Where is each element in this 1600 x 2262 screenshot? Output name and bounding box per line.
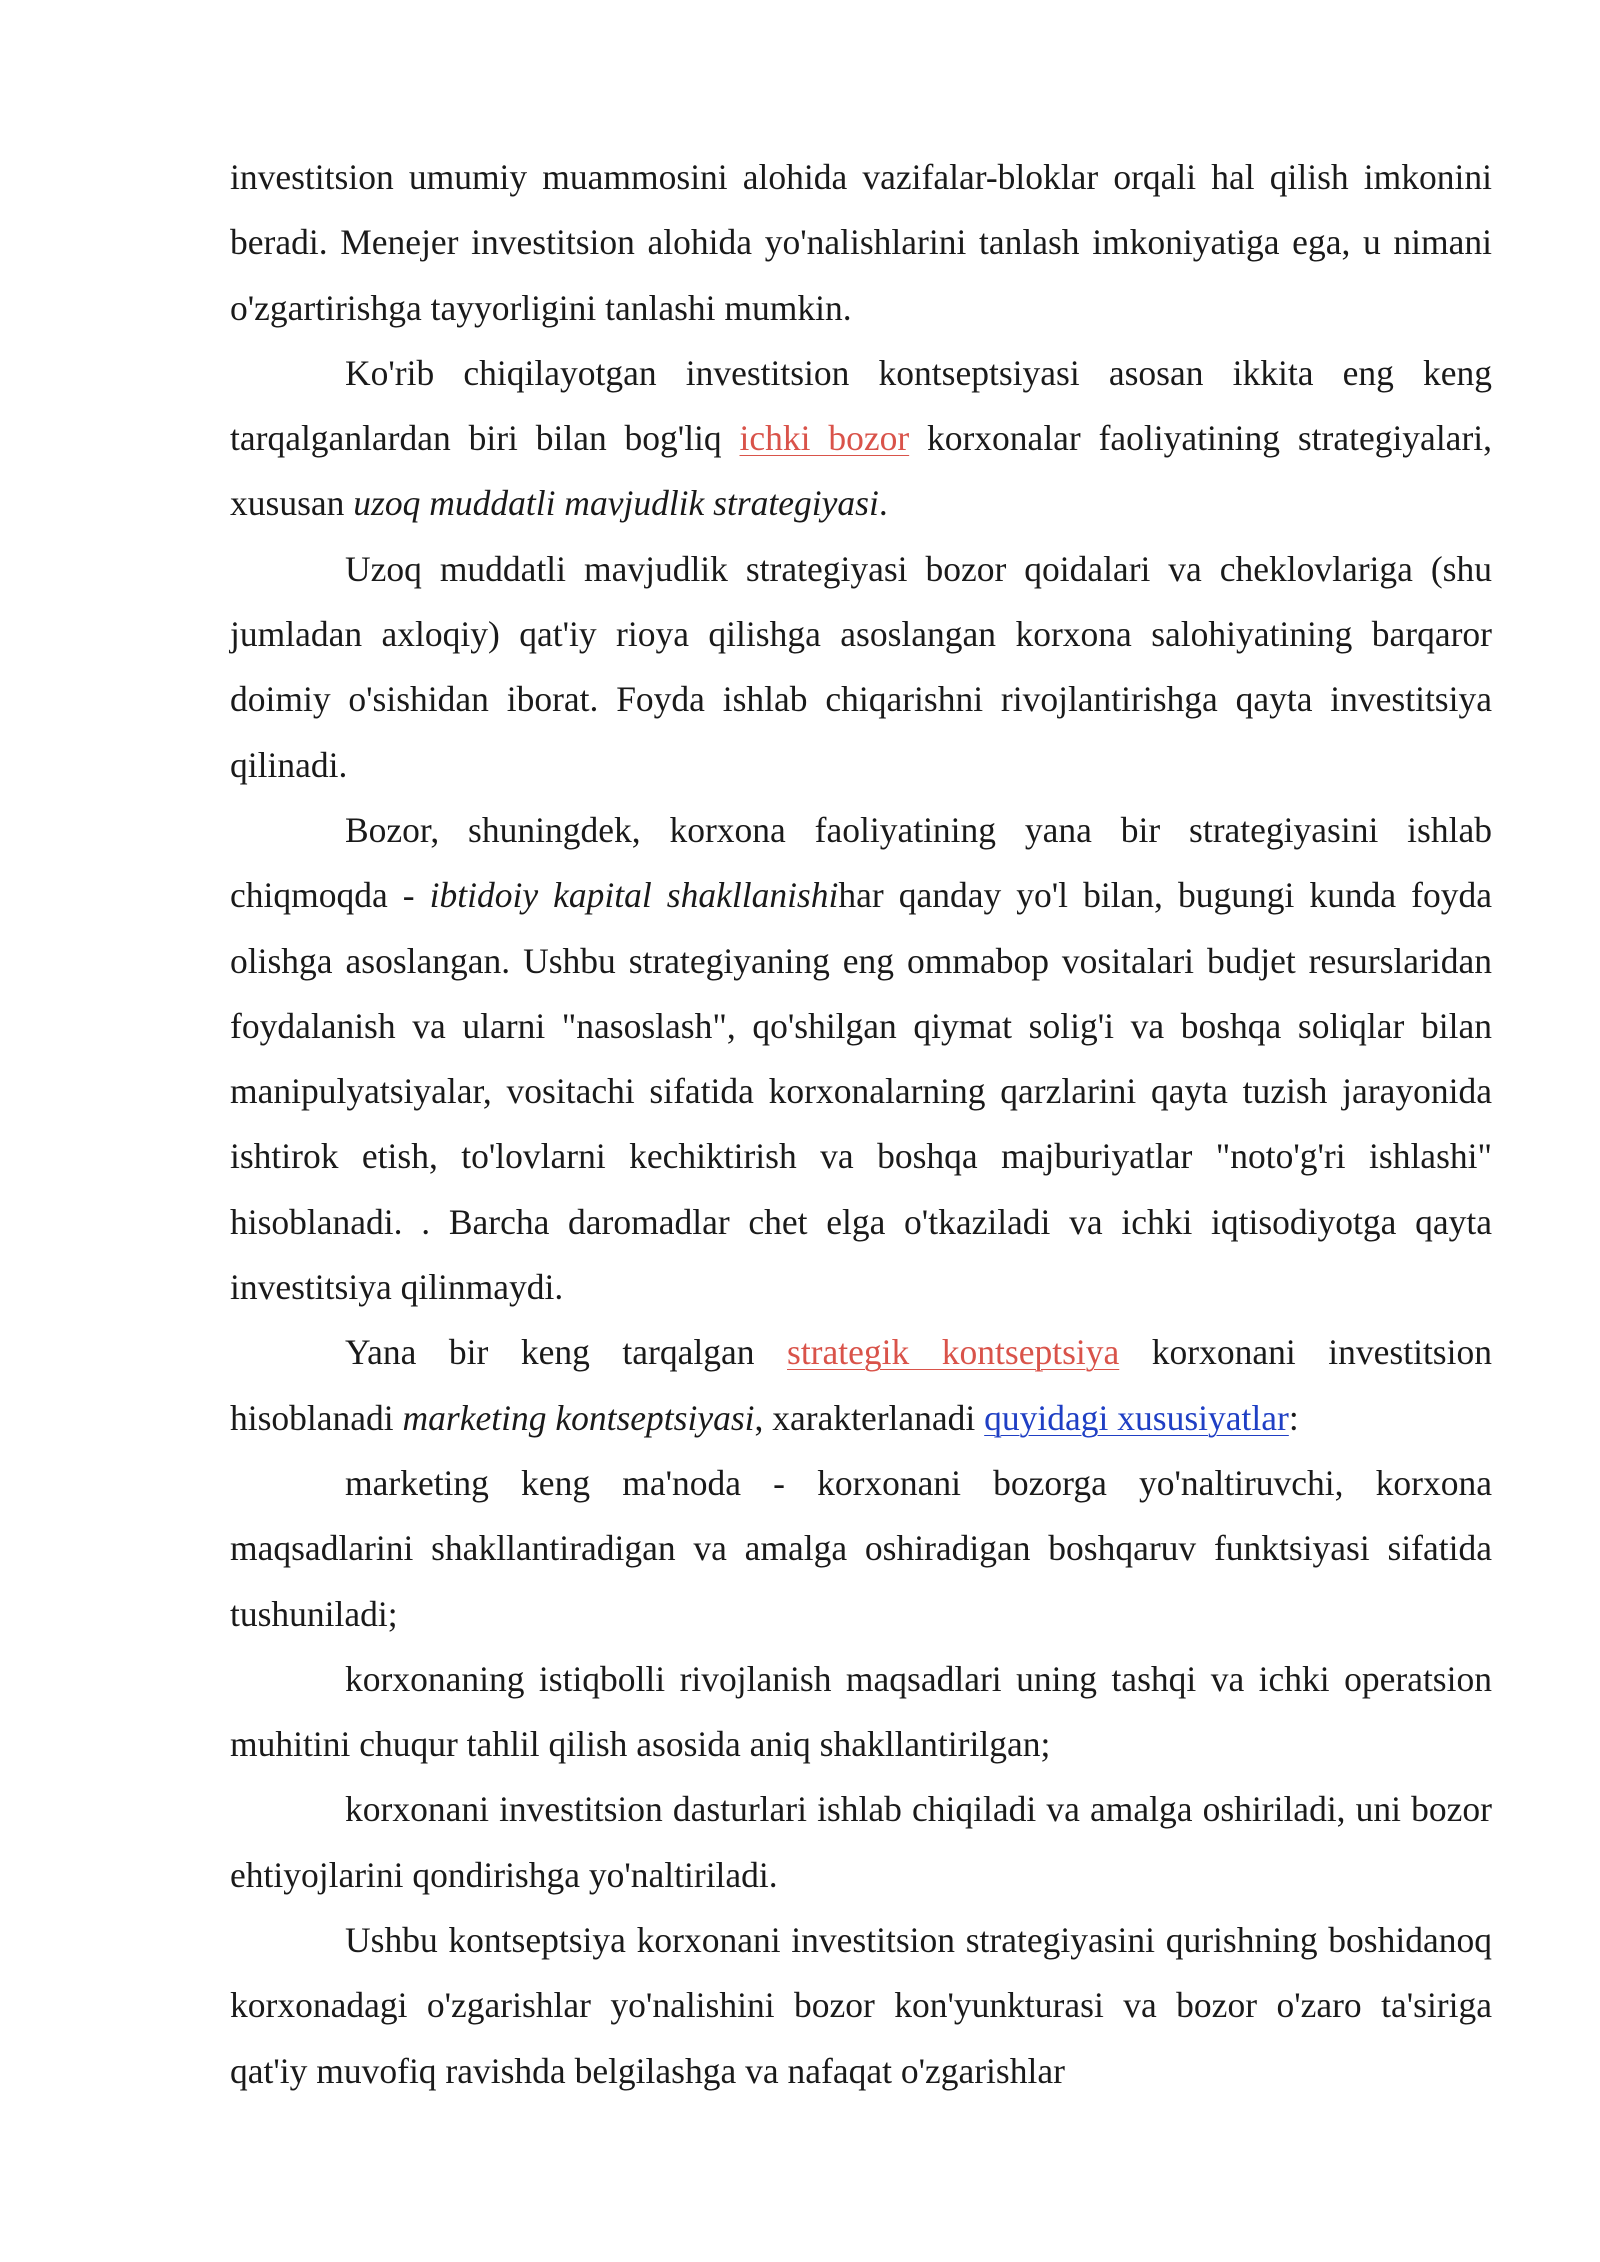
paragraph-5-text-a: Yana bir keng tarqalgan [345,1332,787,1373]
link-strategik-kontseptsiya[interactable]: strategik kontseptsiya [787,1332,1120,1373]
italic-ibtidoiy-kapital: ibtidoiy kapital shakllanishi [429,875,839,916]
paragraph-4-text-b: har qanday yo'l bilan, bugungi kunda foyda olishga asoslangan. Ushbu strategiyaning eng ommabop vositalari budjet resurslaridan foydalanish va ularni "nasoslash", qo'shilgan qiymat solig'i va boshqa soliqlar bilan manipulyatsiyalar, vositachi sifatida korxonalarning qarzlarini qayta tuzish jarayonida ishtirok etish, to'lovlarni kechiktirish va boshqa majburiyatlar "noto'g'ri ishlashi" hisoblanadi. . Barcha daromadlar chet elga o'tkaziladi va ichki iqtisodiyotga qayta investitsiya qilinmaydi. [230,875,1492,1308]
paragraph-2-text-b: korxonalar faoliyatining strategiyalari, xususan [230,418,1492,524]
italic-marketing-kontseptsiyasi: marketing kontseptsiyasi [402,1397,755,1438]
paragraph-3: Uzoq muddatli mavjudlik strategiyasi bozor qoidalari va cheklovlariga (shu jumladan axloqiy) qat'iy rioya qilishga asoslangan korxona salohiyatining barqaror doimiy o'sishidan iborat. Foyda ishlab chiqarishni rivojlantirishga qayta investitsiya qilinadi. [230,548,1492,785]
paragraph-6: marketing keng ma'noda - korxonani bozorga yo'naltiruvchi, korxona maqsadlarini shakllantiradigan va amalga oshiradigan boshqaruv funktsiyasi sifatida tushuniladi; [230,1462,1492,1634]
paragraph-5-text-d: : [1288,1397,1299,1438]
paragraph-2-text-c: . [878,483,888,524]
paragraph-4-text-a: Bozor, shuningdek, korxona faoliyatining yana bir strategiyasini ishlab chiqmoqda - [230,809,1492,916]
paragraph-1: investitsion umumiy muammosini alohida vazifalar-bloklar orqali hal qilish imkonini beradi. Menejer investitsion alohida yo'nalishlarini tanlash imkoniyatiga ega, u nimani o'zgartirishga tayyorligini tanlashi mumkin. [230,157,1492,328]
paragraph-5-text-b: korxonani investitsion hisoblanadi [230,1332,1492,1438]
link-quyidagi-xususiyatlar[interactable]: quyidagi xususiyatlar [984,1397,1289,1438]
paragraph-4 [230,798,1492,1320]
paragraph-5-text-c: , xarakterlanadi [754,1397,985,1438]
paragraph-9: Ushbu kontseptsiya korxonani investitsion strategiyasini qurishning boshidanoq korxonadagi o'zgarishlar yo'nalishini bozor kon'yunkturasi va bozor o'zaro ta'siriga qat'iy muvofiq ravishda belgilashga va nafaqat o'zgarishlar [230,1920,1492,2091]
paragraph-2 [230,341,1492,537]
paragraph-7: korxonaning istiqbolli rivojlanish maqsadlari uning tashqi va ichki operatsion muhitini chuqur tahlil qilish asosida aniq shakllantirilgan; [230,1658,1492,1765]
italic-uzoq-muddatli: uzoq muddatli mavjudlik strategiyasi [353,483,879,524]
paragraph-2-text-a: Ko'rib chiqilayotgan investitsion kontseptsiyasi asosan ikkita eng keng tarqalganlardan biri bilan bog'liq [230,352,1492,459]
paragraph-8: korxonani investitsion dasturlari ishlab chiqiladi va amalga oshiriladi, uni bozor ehtiyojlarini qondirishga yo'naltiriladi. [230,1789,1492,1895]
link-ichki-bozor[interactable]: ichki bozor [739,418,910,459]
document-page [230,145,1492,2104]
paragraph-5 [230,1320,1492,1451]
